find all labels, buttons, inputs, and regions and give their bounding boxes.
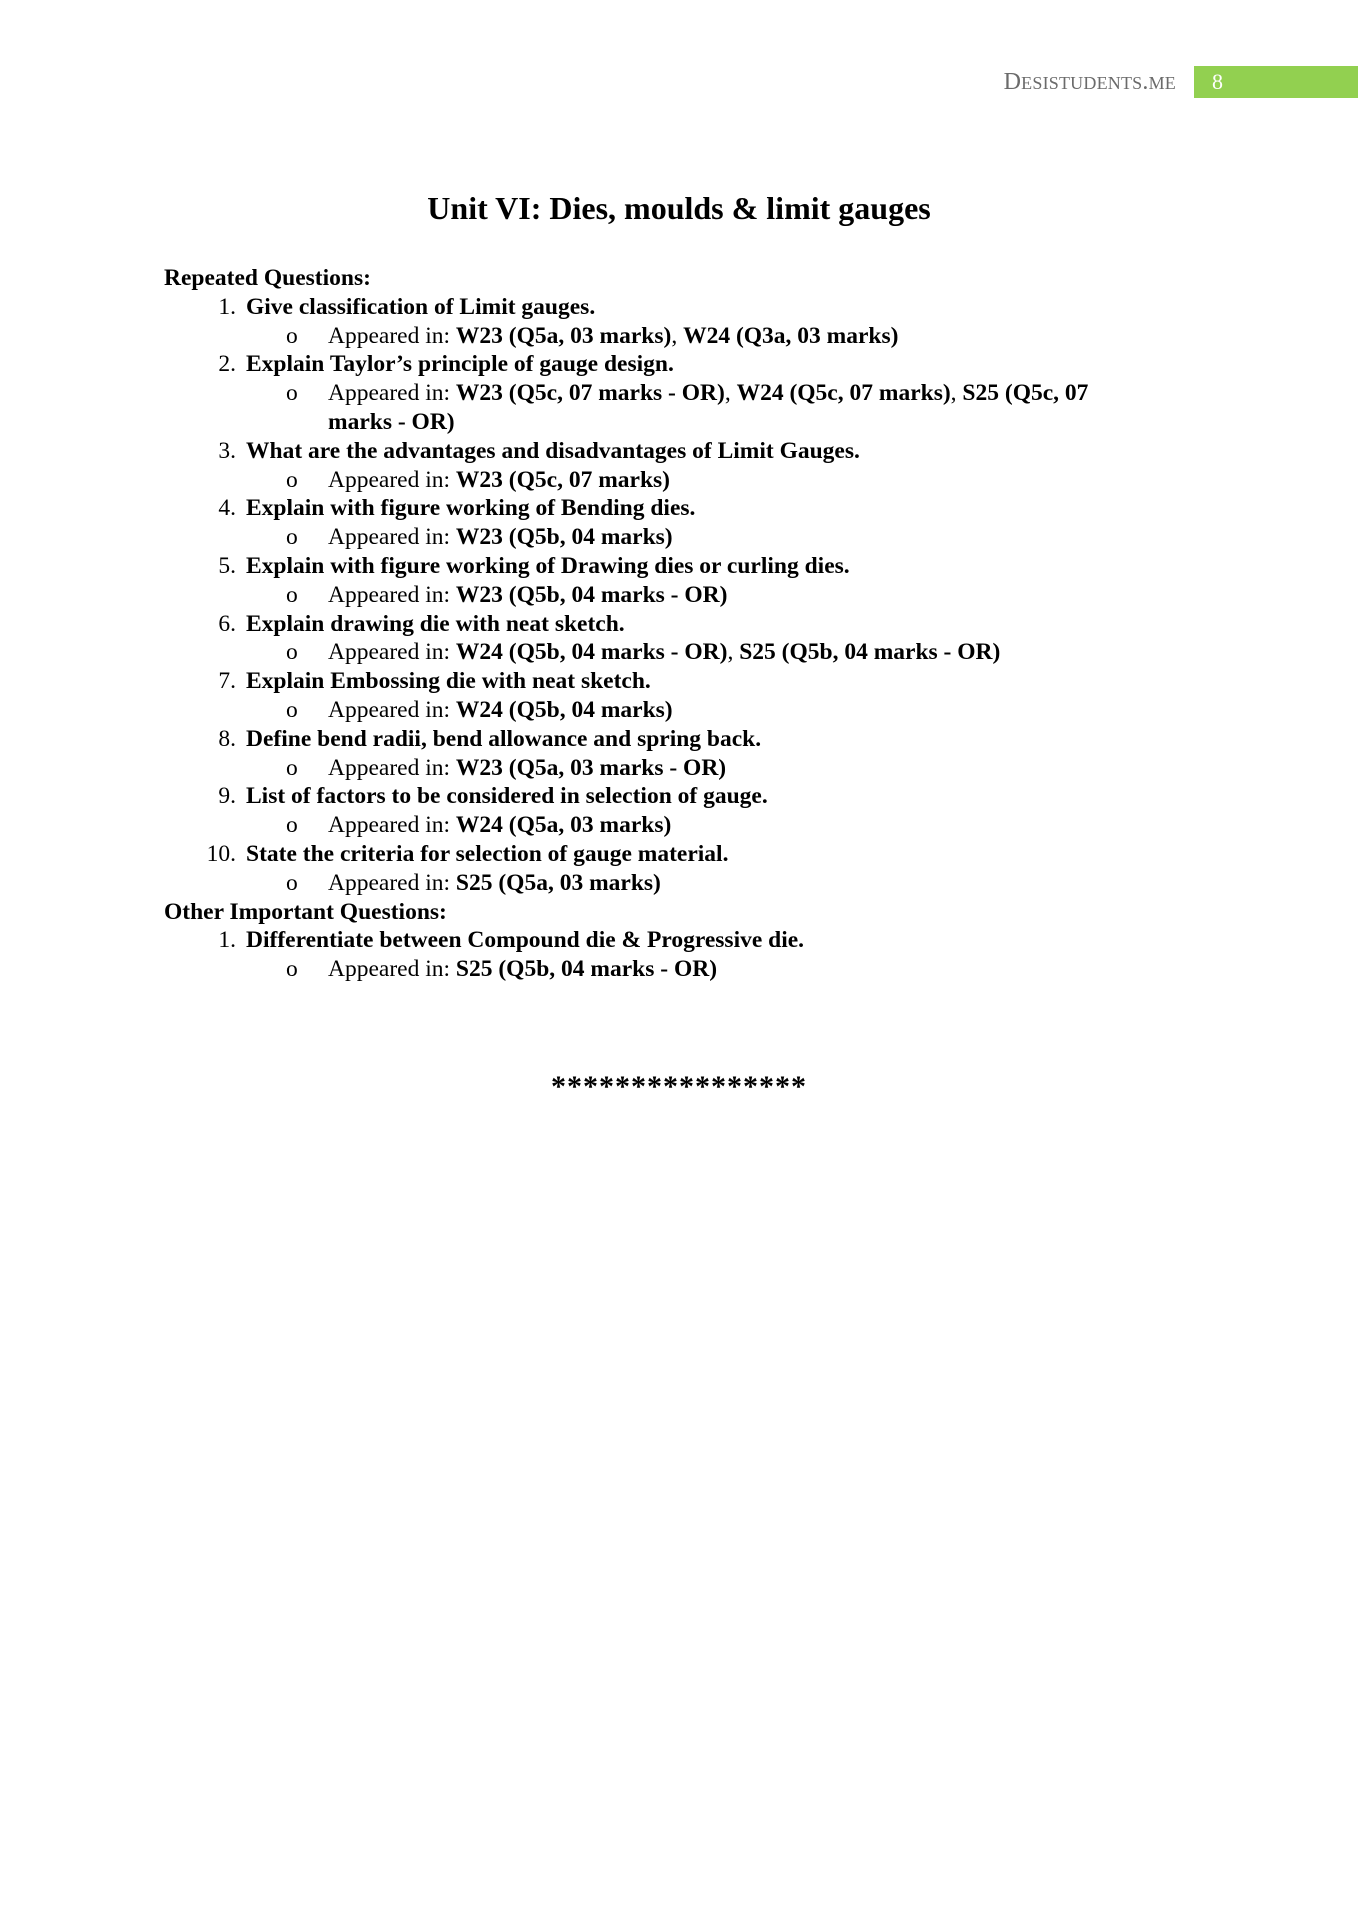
section-heading: Repeated Questions: <box>164 265 371 291</box>
question-item <box>164 840 1224 869</box>
exam-reference: W24 (Q5a, 03 marks) <box>455 812 672 839</box>
question-list <box>164 264 1224 984</box>
exam-reference: W24 (Q5c, 07 marks) <box>736 380 951 407</box>
bullet-icon: o <box>286 524 298 551</box>
appeared-in-label: Appeared in: <box>328 322 456 349</box>
bullet-icon: o <box>286 754 298 781</box>
question-item <box>164 610 1224 639</box>
bullet-icon: o <box>286 956 298 983</box>
appeared-in-text <box>328 811 1148 840</box>
question-item <box>164 725 1224 754</box>
appeared-in-label: Appeared in: <box>328 639 456 666</box>
appeared-in-label: Appeared in: <box>328 869 456 896</box>
appeared-in-text <box>328 754 1148 783</box>
question-text: State the criteria for selection of gauge material. <box>246 840 729 867</box>
appeared-in-label: Appeared in: <box>328 581 456 608</box>
appeared-in-label: Appeared in: <box>328 696 456 723</box>
exam-reference: W23 (Q5c, 07 marks - OR) <box>455 380 725 407</box>
question-text: List of factors to be considered in selection of gauge. <box>246 783 768 810</box>
appeared-in-line <box>164 869 1224 898</box>
exam-reference: W23 (Q5a, 03 marks) <box>455 322 672 349</box>
question-number: 5. <box>218 552 236 579</box>
question-item <box>164 667 1224 696</box>
question-text: Explain Embossing die with neat sketch. <box>246 668 651 695</box>
question-number: 4. <box>218 495 236 522</box>
question-number: 7. <box>218 668 236 695</box>
page-title: Unit VI: Dies, moulds & limit gauges <box>427 190 931 226</box>
page-header <box>1004 66 1358 98</box>
separator: , <box>724 380 737 407</box>
question-item <box>164 552 1224 581</box>
appeared-in-label: Appeared in: <box>328 754 456 781</box>
appeared-in-text <box>328 955 1148 984</box>
question-number: 2. <box>218 351 236 378</box>
bullet-icon: o <box>286 466 298 493</box>
appeared-in-line <box>164 955 1224 984</box>
page-number: 8 <box>1212 69 1223 94</box>
appeared-in-text <box>328 523 1148 552</box>
bullet-icon: o <box>286 869 298 896</box>
question-number: 1. <box>218 293 236 320</box>
appeared-in-line <box>164 322 1224 351</box>
question-item <box>164 293 1224 322</box>
appeared-in-text <box>328 466 1148 495</box>
question-item <box>164 926 1224 955</box>
question-number: 8. <box>218 725 236 752</box>
appeared-in-text <box>328 322 1148 351</box>
question-item <box>164 350 1224 379</box>
appeared-in-label: Appeared in: <box>328 380 456 407</box>
exam-reference: S25 (Q5c, 07 marks - OR) <box>328 380 1089 435</box>
exam-reference: S25 (Q5b, 04 marks - OR) <box>739 639 1001 666</box>
question-text: Define bend radii, bend allowance and spring back. <box>246 725 762 752</box>
appeared-in-line <box>164 638 1224 667</box>
appeared-in-text <box>328 581 1148 610</box>
appeared-in-text <box>328 696 1148 725</box>
appeared-in-line <box>164 754 1224 783</box>
bullet-icon: o <box>286 639 298 666</box>
separator: , <box>950 380 963 407</box>
question-text: Explain drawing die with neat sketch. <box>246 610 625 637</box>
appeared-in-label: Appeared in: <box>328 812 456 839</box>
exam-reference: W23 (Q5b, 04 marks - OR) <box>455 581 728 608</box>
bullet-icon: o <box>286 322 298 349</box>
question-text: Give classification of Limit gauges. <box>246 293 596 320</box>
appeared-in-text <box>328 869 1148 898</box>
question-text: Explain with figure working of Bending dies. <box>246 495 696 522</box>
exam-reference: W23 (Q5c, 07 marks) <box>455 466 670 493</box>
question-number: 6. <box>218 610 236 637</box>
exam-reference: W24 (Q5b, 04 marks - OR) <box>455 639 728 666</box>
exam-reference: W23 (Q5a, 03 marks - OR) <box>455 754 727 781</box>
separator: , <box>727 639 740 666</box>
end-marker: **************** <box>551 1070 807 1103</box>
question-item <box>164 437 1224 466</box>
exam-reference: S25 (Q5a, 03 marks) <box>455 869 661 896</box>
appeared-in-line <box>164 523 1224 552</box>
question-number: 1. <box>218 927 236 954</box>
question-number: 9. <box>218 783 236 810</box>
bullet-icon: o <box>286 812 298 839</box>
question-text: What are the advantages and disadvantages of Limit Gauges. <box>246 437 860 464</box>
bullet-icon: o <box>286 380 298 407</box>
question-item <box>164 782 1224 811</box>
exam-reference: W23 (Q5b, 04 marks) <box>455 524 673 551</box>
appeared-in-text <box>328 379 1148 437</box>
appeared-in-label: Appeared in: <box>328 956 456 983</box>
appeared-in-label: Appeared in: <box>328 466 456 493</box>
bullet-icon: o <box>286 581 298 608</box>
exam-reference: W24 (Q5b, 04 marks) <box>455 696 673 723</box>
appeared-in-line <box>164 811 1224 840</box>
question-number: 10. <box>206 840 236 867</box>
appeared-in-text <box>328 638 1148 667</box>
site-name: DESISTUDENTS.ME <box>1003 68 1176 95</box>
appeared-in-label: Appeared in: <box>328 524 456 551</box>
question-number: 3. <box>218 437 236 464</box>
appeared-in-line <box>164 379 1224 437</box>
question-item <box>164 494 1224 523</box>
exam-reference: S25 (Q5b, 04 marks - OR) <box>455 956 718 983</box>
appeared-in-line <box>164 696 1224 725</box>
bullet-icon: o <box>286 696 298 723</box>
exam-reference: W24 (Q3a, 03 marks) <box>683 322 899 349</box>
question-text: Explain Taylor’s principle of gauge design. <box>246 351 674 378</box>
appeared-in-line <box>164 581 1224 610</box>
page-number-badge <box>1194 66 1358 98</box>
question-text: Explain with figure working of Drawing dies or curling dies. <box>246 552 850 579</box>
appeared-in-line <box>164 466 1224 495</box>
section-heading: Other Important Questions: <box>164 898 447 925</box>
question-text: Differentiate between Compound die & Progressive die. <box>246 927 805 954</box>
separator: , <box>671 322 684 349</box>
